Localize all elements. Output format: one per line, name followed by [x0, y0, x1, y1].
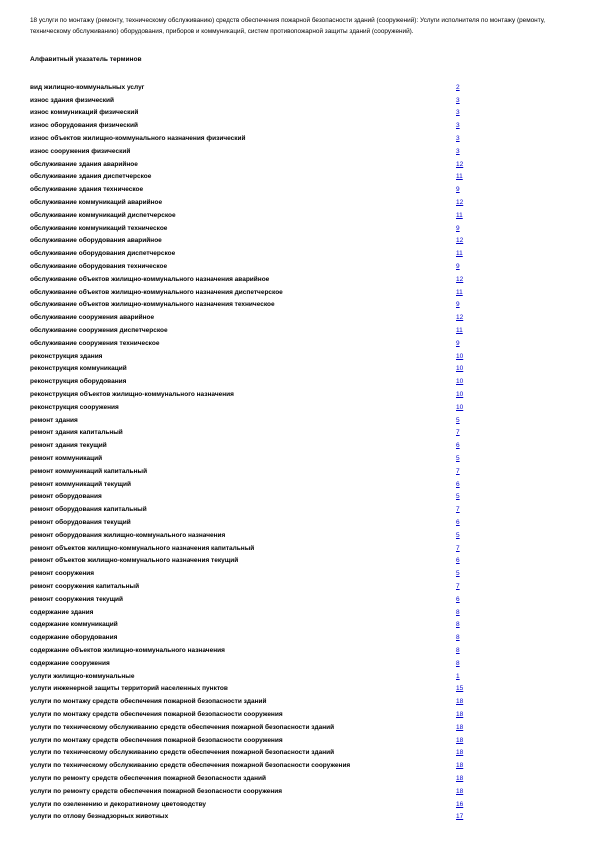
index-term: реконструкция объектов жилищно-коммунального назначения: [30, 391, 234, 399]
index-term: износ объектов жилищно-коммунального назначения физический: [30, 135, 246, 143]
index-entry: [30, 682, 470, 695]
index-page-link[interactable]: 6: [456, 480, 460, 488]
index-entry: [30, 324, 470, 337]
index-entry: [30, 618, 470, 631]
index-term: износ оборудования физический: [30, 122, 138, 130]
index-term: обслуживание коммуникаций техническое: [30, 224, 168, 232]
index-entry: [30, 196, 470, 209]
index-page-link[interactable]: 11: [456, 288, 463, 296]
index-page-link[interactable]: 11: [456, 250, 463, 258]
index-entry: [30, 171, 470, 184]
index-page-link[interactable]: 8: [456, 634, 460, 642]
index-page-link[interactable]: 11: [456, 327, 463, 335]
index-term: содержание сооружения: [30, 659, 110, 667]
index-entry: [30, 746, 470, 759]
index-page-link[interactable]: 18: [456, 698, 464, 706]
index-page-link[interactable]: 3: [456, 147, 460, 155]
index-term: услуги по техническому обслуживанию средств обеспечения пожарной безопасности сооружения: [30, 762, 351, 770]
index-term: услуги по монтажу средств обеспечения пожарной безопасности сооружения: [30, 710, 283, 718]
index-page-link[interactable]: 10: [456, 365, 464, 373]
index-entry: [30, 670, 470, 683]
index-entry: [30, 554, 470, 567]
index-page-link[interactable]: 5: [456, 416, 460, 424]
index-entry: [30, 798, 470, 811]
index-page-link[interactable]: 7: [456, 429, 460, 437]
index-term: обслуживание коммуникаций аварийное: [30, 199, 163, 207]
index-term: ремонт сооружения текущий: [30, 595, 124, 603]
index-entry: [30, 337, 470, 350]
index-page-link[interactable]: 6: [456, 518, 460, 526]
index-term: реконструкция коммуникаций: [30, 365, 127, 373]
index-entry: [30, 439, 470, 452]
index-term: содержание объектов жилищно-коммунального назначения: [30, 646, 225, 654]
index-term: ремонт коммуникаций: [30, 455, 103, 462]
index-entry: [30, 299, 470, 312]
index-term: вид жилищно-коммунальных услуг: [30, 83, 145, 91]
index-page-link[interactable]: 9: [456, 186, 460, 194]
index-entry: [30, 785, 470, 798]
index-term: содержание здания: [30, 608, 94, 616]
index-entry: [30, 465, 470, 478]
index-page-link[interactable]: 6: [456, 442, 460, 450]
index-entry: [30, 606, 470, 619]
index-page-link[interactable]: 10: [456, 391, 464, 399]
index-term: износ коммуникаций физический: [30, 109, 139, 117]
index-entry: [30, 516, 470, 529]
index-term: ремонт оборудования текущий: [30, 518, 131, 526]
index-entry: [30, 286, 470, 299]
index-entry: [30, 81, 470, 94]
index-page-link[interactable]: 17: [456, 813, 464, 821]
index-heading: Алфавитный указатель терминов: [30, 56, 142, 63]
index-term: обслуживание объектов жилищно-коммунального назначения диспетчерское: [30, 288, 283, 296]
index-page-link[interactable]: 7: [456, 544, 460, 552]
index-entry: [30, 708, 470, 721]
index-entry: [30, 401, 470, 414]
index-page-link[interactable]: 11: [456, 211, 463, 219]
index-page-link[interactable]: 8: [456, 646, 460, 654]
index-term: реконструкция оборудования: [30, 378, 127, 386]
index-term: услуги по отлову безнадзорных животных: [30, 813, 169, 821]
index-page-link[interactable]: 18: [456, 749, 464, 757]
index-term: обслуживание объектов жилищно-коммунального назначения аварийное: [30, 275, 270, 283]
index-entry: [30, 222, 470, 235]
index-page-link[interactable]: 9: [456, 263, 460, 271]
index-term: обслуживание здания аварийное: [30, 160, 138, 168]
index-entry: [30, 145, 470, 158]
index-page-link[interactable]: 9: [456, 339, 460, 347]
index-page-link[interactable]: 18: [456, 723, 464, 731]
index-page-link[interactable]: 11: [456, 173, 463, 181]
index-term: услуги по техническому обслуживанию средств обеспечения пожарной безопасности зданий: [30, 723, 335, 731]
index-entry: [30, 810, 470, 823]
index-term: услуги по ремонту средств обеспечения пожарной безопасности сооружения: [30, 787, 283, 795]
index-entry: [30, 503, 470, 516]
index-term: ремонт оборудования жилищно-коммунального назначения: [30, 531, 226, 539]
index-term: содержание оборудования: [30, 634, 118, 642]
index-page-link[interactable]: 18: [456, 787, 464, 795]
index-entry: [30, 260, 470, 273]
index-page-link[interactable]: 12: [456, 275, 464, 283]
index-entry: [30, 644, 470, 657]
index-term: обслуживание коммуникаций диспетчерское: [30, 211, 176, 219]
index-entry: [30, 94, 470, 107]
index-page-link[interactable]: 10: [456, 378, 464, 386]
index-entry: [30, 491, 470, 504]
index-page-link[interactable]: 10: [456, 403, 464, 411]
index-term: ремонт объектов жилищно-коммунального назначения капитальный: [30, 544, 255, 552]
index-term: обслуживание сооружения аварийное: [30, 314, 155, 322]
index-term: обслуживание здания техническое: [30, 186, 144, 194]
index-term: услуги по ремонту средств обеспечения пожарной безопасности зданий: [30, 774, 266, 782]
index-term: обслуживание сооружения диспетчерское: [30, 327, 168, 335]
index-entry: [30, 363, 470, 376]
index-entry: [30, 542, 470, 555]
index-page-link[interactable]: 10: [456, 352, 464, 360]
term-index: [30, 81, 470, 823]
index-entry: [30, 247, 470, 260]
index-term: услуги по монтажу средств обеспечения пожарной безопасности зданий: [30, 698, 267, 706]
index-term: ремонт коммуникаций капитальный: [30, 467, 148, 475]
index-term: ремонт сооружения: [30, 570, 95, 578]
index-page-link[interactable]: 18: [456, 762, 464, 770]
index-entry: [30, 721, 470, 734]
index-term: износ здания физический: [30, 96, 115, 104]
index-term: ремонт здания текущий: [30, 442, 107, 450]
index-page-link[interactable]: 3: [456, 109, 460, 117]
index-entry: [30, 452, 470, 465]
index-page-link[interactable]: 8: [456, 621, 460, 629]
index-entry: [30, 183, 470, 196]
index-term: ремонт объектов жилищно-коммунального назначения текущий: [30, 557, 239, 565]
index-page-link[interactable]: 8: [456, 659, 460, 667]
index-entry: [30, 695, 470, 708]
index-entry: [30, 631, 470, 644]
index-term: содержание коммуникаций: [30, 621, 118, 629]
index-page-link[interactable]: 12: [456, 237, 464, 245]
index-page-link[interactable]: 9: [456, 301, 460, 309]
index-entry: [30, 414, 470, 427]
index-page-link[interactable]: 7: [456, 506, 460, 514]
index-term: ремонт оборудования: [30, 493, 102, 501]
index-term: обслуживание оборудования техническое: [30, 263, 168, 271]
index-page-link[interactable]: 3: [456, 96, 460, 104]
index-page-link[interactable]: 18: [456, 736, 464, 744]
index-entry: [30, 132, 470, 145]
index-page-link[interactable]: 3: [456, 122, 460, 130]
index-term: износ сооружения физический: [30, 147, 131, 155]
index-term: обслуживание сооружения техническое: [30, 339, 160, 347]
index-page-link[interactable]: 6: [456, 557, 460, 565]
index-term: услуги по монтажу средств обеспечения пожарной безопасности сооружения: [30, 736, 283, 744]
index-page-link[interactable]: 5: [456, 570, 460, 578]
index-page-link[interactable]: 5: [456, 531, 460, 539]
index-term: ремонт оборудования капитальный: [30, 506, 147, 514]
index-entry: [30, 657, 470, 670]
index-entry: [30, 388, 470, 401]
index-term: обслуживание оборудования аварийное: [30, 237, 162, 245]
index-term: ремонт сооружения капитальный: [30, 582, 140, 590]
index-page-link[interactable]: 15: [456, 685, 464, 693]
index-page-link[interactable]: 6: [456, 595, 460, 603]
index-entry: [30, 158, 470, 171]
index-term: реконструкция здания: [30, 352, 103, 360]
index-entry: [30, 375, 470, 388]
index-entry: [30, 567, 470, 580]
index-term: ремонт здания капитальный: [30, 429, 123, 437]
intro-paragraph: 18 услуги по монтажу (ремонту, техническому обслуживанию) средств обеспечения пожарной безопасности зданий (сооружений): Услуги исполнителя по монтажу (ремонту, техническому обслуживанию) оборудования, приборов и коммуникаций, систем противопожарной защиты зданий (сооружений).: [30, 17, 546, 35]
index-term: услуги по техническому обслуживанию средств обеспечения пожарной безопасности зданий: [30, 749, 335, 757]
index-entry: [30, 734, 470, 747]
index-term: реконструкция сооружения: [30, 403, 119, 411]
index-entry: [30, 427, 470, 440]
index-page-link[interactable]: 9: [456, 224, 460, 232]
index-entry: [30, 235, 470, 248]
index-page-link[interactable]: 1: [456, 672, 460, 680]
index-page-link[interactable]: 2: [456, 83, 460, 91]
index-page-link[interactable]: 5: [456, 493, 460, 501]
index-page-link[interactable]: 5: [456, 455, 460, 462]
index-page-link[interactable]: 12: [456, 160, 464, 168]
index-entry: [30, 759, 470, 772]
index-page-link[interactable]: 7: [456, 582, 460, 590]
index-term: ремонт коммуникаций текущий: [30, 480, 132, 488]
index-entry: [30, 119, 470, 132]
index-term: услуги по озеленению и декоративному цветоводству: [30, 800, 207, 808]
index-entry: [30, 529, 470, 542]
index-page-link[interactable]: 7: [456, 467, 460, 475]
index-entry: [30, 209, 470, 222]
index-entry: [30, 311, 470, 324]
index-term: услуги жилищно-коммунальные: [30, 672, 135, 680]
index-entry: [30, 273, 470, 286]
index-entry: [30, 580, 470, 593]
index-term: обслуживание объектов жилищно-коммунального назначения техническое: [30, 301, 275, 309]
index-term: услуги инженерной защиты территорий населенных пунктов: [30, 685, 228, 693]
index-entry: [30, 350, 470, 363]
index-page-link[interactable]: 16: [456, 800, 464, 808]
index-page-link[interactable]: 18: [456, 710, 464, 718]
index-entry: [30, 772, 470, 785]
index-page-link[interactable]: 12: [456, 314, 464, 322]
index-entry: [30, 593, 470, 606]
index-page-link[interactable]: 12: [456, 199, 464, 207]
index-entry: [30, 478, 470, 491]
index-entry: [30, 107, 470, 120]
index-term: обслуживание оборудования диспетчерское: [30, 250, 176, 258]
index-page-link[interactable]: 8: [456, 608, 460, 616]
index-term: обслуживание здания диспетчерское: [30, 173, 152, 181]
index-page-link[interactable]: 18: [456, 774, 464, 782]
index-page-link[interactable]: 3: [456, 135, 460, 143]
index-term: ремонт здания: [30, 416, 78, 424]
